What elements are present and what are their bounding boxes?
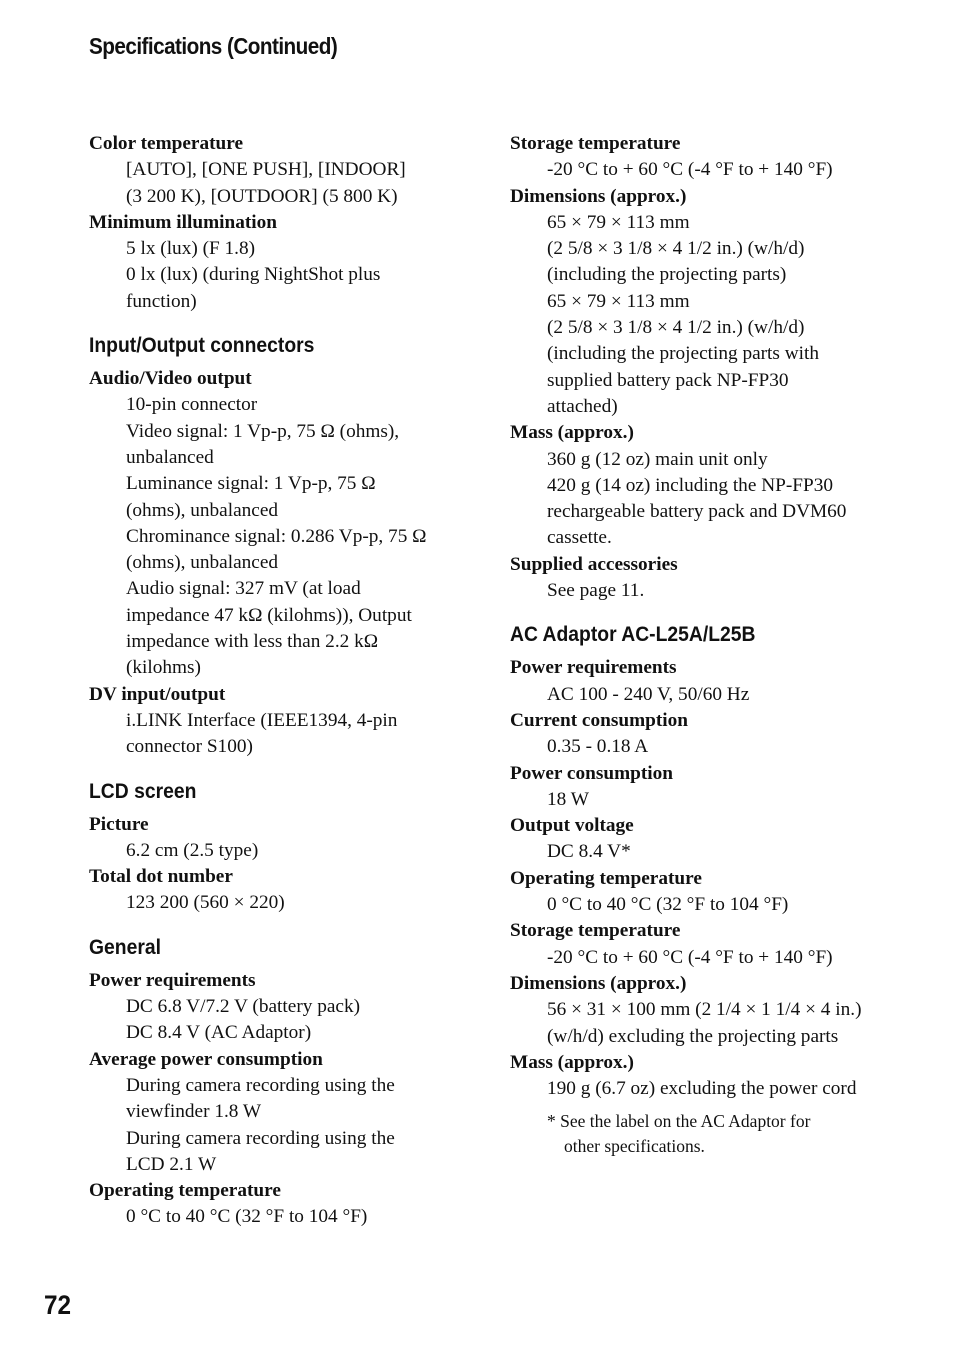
spec-value-line: See page 11. — [547, 580, 645, 602]
left-column — [89, 131, 469, 1231]
footnote-line: * See the label on the AC Adaptor for — [547, 1111, 811, 1132]
spec-entry — [89, 968, 469, 1047]
right-column — [510, 131, 910, 1159]
spec-value-line: (ohms), unbalanced — [126, 499, 279, 521]
spec-value-line: 0 °C to 40 °C (32 °F to 104 °F) — [126, 1206, 368, 1228]
spec-value-line: (including the projecting parts with — [547, 343, 820, 365]
spec-value-line: 190 g (6.7 oz) excluding the power cord — [547, 1078, 857, 1100]
spec-value-line: (including the projecting parts) — [547, 264, 787, 286]
spec-entry — [89, 1047, 469, 1178]
spec-entry — [89, 1178, 469, 1231]
spec-entry — [510, 1050, 910, 1103]
spec-entry — [510, 761, 910, 814]
footnote-line: other specifications. — [564, 1136, 705, 1157]
page-number: 72 — [44, 1290, 72, 1320]
spec-term: Power requirements — [89, 969, 256, 991]
section-heading: LCD screen — [89, 779, 197, 803]
spec-entry — [510, 552, 910, 605]
spec-value-line: 0 °C to 40 °C (32 °F to 104 °F) — [547, 894, 789, 916]
section-heading: General — [89, 935, 161, 959]
spec-entry — [89, 812, 469, 865]
spec-entry — [510, 131, 910, 184]
spec-entry — [510, 971, 910, 1050]
spec-entry — [510, 813, 910, 866]
spec-value-line: (w/h/d) excluding the projecting parts — [547, 1025, 839, 1047]
spec-term: Minimum illumination — [89, 211, 278, 233]
spec-term: Dimensions (approx.) — [510, 972, 687, 994]
spec-value-line: 0 lx (lux) (during NightShot plus — [126, 264, 381, 286]
spec-term: Average power consumption — [89, 1048, 323, 1070]
spec-value-line: 65 × 79 × 113 mm — [547, 290, 690, 312]
spec-value-line: DC 6.8 V/7.2 V (battery pack) — [126, 996, 361, 1018]
spec-value-line: Luminance signal: 1 Vp-p, 75 Ω — [126, 473, 376, 495]
spec-term: Power requirements — [510, 657, 677, 679]
spec-term: Mass (approx.) — [510, 422, 634, 444]
spec-value-line: 18 W — [547, 788, 589, 810]
spec-value-line: rechargeable battery pack and DVM60 — [547, 501, 847, 523]
spec-term: Storage temperature — [510, 920, 681, 942]
spec-value-line: DC 8.4 V* — [547, 841, 631, 863]
spec-value-line: (2 5/8 × 3 1/8 × 4 1/2 in.) (w/h/d) — [547, 238, 805, 260]
spec-entry — [89, 366, 469, 682]
spec-value-line: During camera recording using the — [126, 1127, 395, 1149]
spec-value-line: 65 × 79 × 113 mm — [547, 211, 690, 233]
spec-entry — [510, 708, 910, 761]
spec-entry — [89, 210, 469, 315]
spec-entry — [510, 918, 910, 971]
spec-value-line: 6.2 cm (2.5 type) — [126, 839, 259, 861]
spec-value-line: 5 lx (lux) (F 1.8) — [126, 238, 256, 260]
spec-value-line: 0.35 - 0.18 A — [547, 736, 649, 758]
spec-term: Picture — [89, 813, 149, 835]
spec-value-line: 56 × 31 × 100 mm (2 1/4 × 1 1/4 × 4 in.) — [547, 999, 862, 1021]
spec-term: Operating temperature — [89, 1180, 281, 1202]
spec-value-line: (ohms), unbalanced — [126, 552, 279, 574]
spec-value-line: (kilohms) — [126, 657, 201, 679]
spec-term: DV input/output — [89, 683, 226, 705]
spec-term: Dimensions (approx.) — [510, 185, 687, 207]
spec-term: Storage temperature — [510, 133, 681, 154]
spec-value-line: [AUTO], [ONE PUSH], [INDOOR] — [126, 159, 406, 181]
spec-value-line: supplied battery pack NP-FP30 — [547, 369, 789, 391]
spec-term: Audio/Video output — [89, 368, 252, 390]
spec-value-line: attached) — [547, 395, 618, 417]
spec-value-line: (2 5/8 × 3 1/8 × 4 1/2 in.) (w/h/d) — [547, 317, 805, 339]
spec-value-line: function) — [126, 290, 197, 312]
spec-value-line: cassette. — [547, 527, 612, 549]
spec-entry — [89, 864, 469, 917]
spec-value-line: Audio signal: 327 mV (at load — [126, 578, 361, 600]
spec-value-line: -20 °C to + 60 °C (-4 °F to + 140 °F) — [547, 946, 833, 968]
spec-value-line: 360 g (12 oz) main unit only — [547, 448, 768, 470]
spec-value-line: LCD 2.1 W — [126, 1153, 217, 1175]
spec-value-line: connector S100) — [126, 736, 253, 758]
spec-entry — [89, 682, 469, 761]
spec-term: Output voltage — [510, 815, 634, 837]
spec-entry — [510, 655, 910, 708]
spec-term: Color temperature — [89, 133, 244, 154]
spec-entry — [510, 184, 910, 421]
footnote — [510, 1109, 910, 1159]
spec-value-line: DC 8.4 V (AC Adaptor) — [126, 1022, 312, 1044]
spec-term: Supplied accessories — [510, 553, 678, 575]
spec-value-line: i.LINK Interface (IEEE1394, 4-pin — [126, 709, 398, 731]
page-header-title: Specifications (Continued) — [89, 33, 338, 59]
spec-term: Power consumption — [510, 762, 674, 784]
spec-term: Total dot number — [89, 866, 233, 888]
spec-entry — [510, 420, 910, 551]
spec-value-line: viewfinder 1.8 W — [126, 1101, 262, 1123]
spec-value-line: 420 g (14 oz) including the NP-FP30 — [547, 474, 833, 496]
spec-entry — [89, 131, 469, 210]
spec-value-line: AC 100 - 240 V, 50/60 Hz — [547, 683, 750, 705]
spec-value-line: (3 200 K), [OUTDOOR] (5 800 K) — [126, 185, 398, 207]
spec-value-line: 10-pin connector — [126, 394, 258, 416]
spec-value-line: impedance with less than 2.2 kΩ — [126, 631, 379, 653]
spec-value-line: Video signal: 1 Vp-p, 75 Ω (ohms), — [126, 420, 400, 442]
spec-term: Operating temperature — [510, 867, 702, 889]
spec-value-line: During camera recording using the — [126, 1074, 395, 1096]
spec-value-line: unbalanced — [126, 446, 214, 468]
spec-value-line: 123 200 (560 × 220) — [126, 892, 285, 914]
section-heading: AC Adaptor AC-L25A/L25B — [510, 623, 756, 647]
spec-entry — [510, 866, 910, 919]
spec-value-line: impedance 47 kΩ (kilohms)), Output — [126, 604, 412, 626]
spec-value-line: Chrominance signal: 0.286 Vp-p, 75 Ω — [126, 525, 427, 547]
spec-value-line: -20 °C to + 60 °C (-4 °F to + 140 °F) — [547, 159, 833, 181]
spec-term: Current consumption — [510, 709, 689, 731]
spec-term: Mass (approx.) — [510, 1051, 634, 1073]
section-heading: Input/Output connectors — [89, 334, 315, 358]
